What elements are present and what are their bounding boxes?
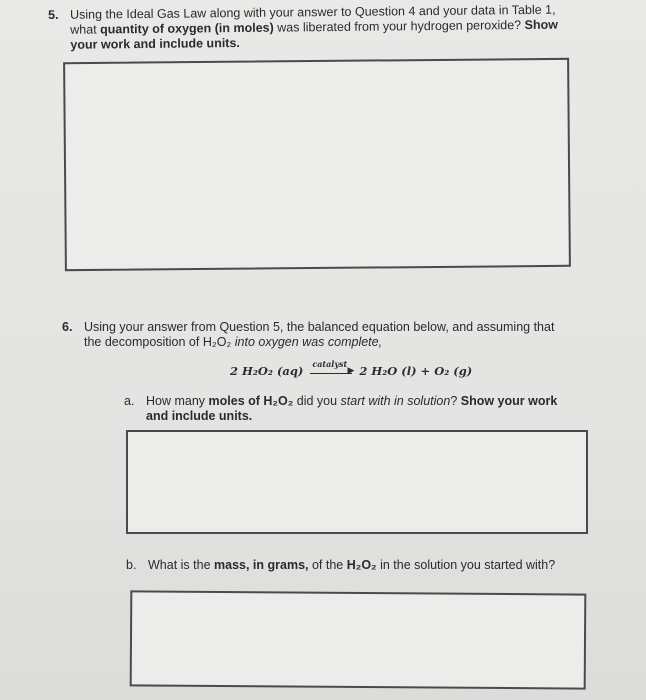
question-6-text: Using your answer from Question 5, the balanced equation below, and assuming that the decomposition of H₂O₂ into oxygen was complete, (84, 320, 555, 349)
question-6b (126, 558, 576, 573)
question-6 (62, 320, 572, 350)
answer-box-question-6b[interactable] (130, 590, 587, 689)
question-6-number: 6. (62, 320, 73, 334)
equation-products: 2 H₂O (l) + O₂ (g) (359, 364, 473, 378)
answer-box-question-5[interactable] (63, 58, 571, 271)
answer-box-question-6a[interactable] (126, 430, 588, 534)
question-6b-text: What is the mass, in grams, of the H₂O₂ in the solution you started with? (148, 558, 556, 572)
question-5 (48, 3, 568, 53)
equation-reactants: 2 H₂O₂ (aq) (230, 364, 304, 378)
question-6a (124, 394, 574, 424)
question-5-text: Using the Ideal Gas Law along with your answer to Question 4 and your data in Table 1, what quantity of oxygen (in moles) was liberated from your hydrogen peroxide? Show your work and include units. (69, 2, 558, 52)
balanced-equation (230, 358, 473, 378)
question-6a-text: How many moles of H₂O₂ did you start with in solution? Show your work and include units. (146, 394, 558, 423)
reaction-arrow (310, 358, 355, 376)
arrow-head-icon: ▶ (347, 365, 355, 376)
question-6b-letter: b. (126, 558, 137, 572)
arrow-label-catalyst: catalyst (312, 358, 348, 369)
question-6a-letter: a. (124, 394, 135, 408)
question-5-number: 5. (48, 7, 59, 22)
